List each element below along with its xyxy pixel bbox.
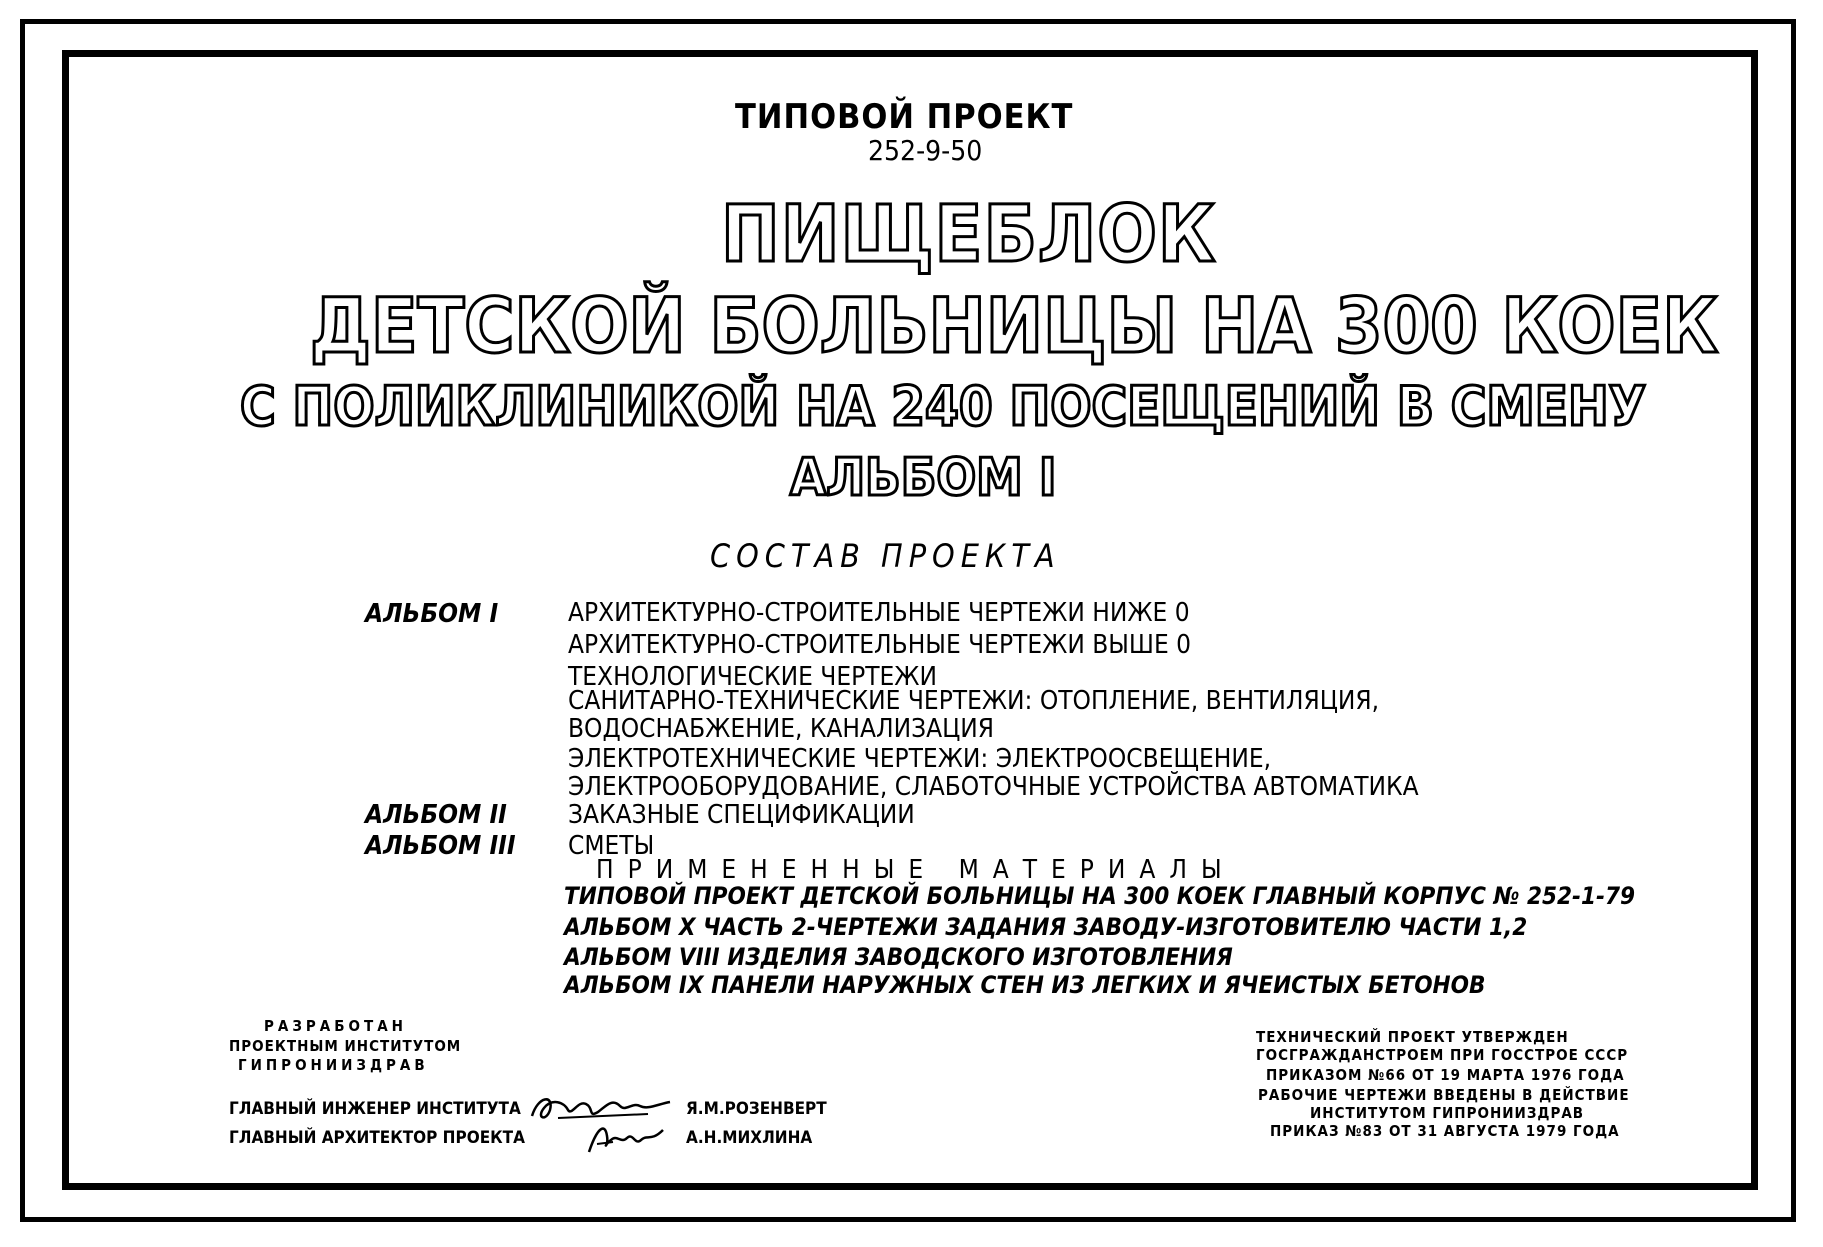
signature-role-1: ГЛАВНЫЙ ИНЖЕНЕР ИНСТИТУТА: [229, 1099, 521, 1119]
signature-name-1: Я.М.РОЗЕНВЕРТ: [686, 1099, 827, 1119]
album-3-label: АЛЬБОМ III: [365, 831, 516, 861]
approval-line-4: РАБОЧИЕ ЧЕРТЕЖИ ВВЕДЕНЫ В ДЕЙСТВИЕ: [1258, 1086, 1630, 1104]
handwritten-signature-2: [583, 1118, 668, 1158]
title-line-3: С ПОЛИКЛИНИКОЙ НА 240 ПОСЕЩЕНИЙ В СМЕНУ: [240, 375, 1647, 438]
album-1-line-1: АРХИТЕКТУРНО-СТРОИТЕЛЬНЫЕ ЧЕРТЕЖИ НИЖЕ 0: [568, 598, 1190, 628]
approval-line-2: ГОСГРАЖДАНСТРОЕМ ПРИ ГОССТРОЕ СССР: [1256, 1046, 1629, 1064]
album-1-line-5: ВОДОСНАБЖЕНИЕ, КАНАЛИЗАЦИЯ: [568, 714, 995, 744]
approval-line-6: ПРИКАЗ №83 ОТ 31 АВГУСТА 1979 ГОДА: [1270, 1122, 1620, 1140]
project-type-label: ТИПОВОЙ ПРОЕКТ: [735, 97, 1074, 137]
developer-line-3: ГИПРОНИИЗДРАВ: [238, 1056, 429, 1074]
album-2-line-1: ЗАКАЗНЫЕ СПЕЦИФИКАЦИИ: [568, 800, 915, 830]
approval-line-1: ТЕХНИЧЕСКИЙ ПРОЕКТ УТВЕРЖДЕН: [1256, 1028, 1569, 1046]
album-1-line-4: САНИТАРНО-ТЕХНИЧЕСКИЕ ЧЕРТЕЖИ: ОТОПЛЕНИЕ, ВЕНТИЛЯЦИЯ,: [568, 686, 1380, 716]
title-line-2: ДЕТСКОЙ БОЛЬНИЦЫ НА 300 КОЕК: [310, 281, 1719, 370]
album-1-line-2: АРХИТЕКТУРНО-СТРОИТЕЛЬНЫЕ ЧЕРТЕЖИ ВЫШЕ 0: [568, 630, 1192, 660]
album-1-line-6: ЭЛЕКТРОТЕХНИЧЕСКИЕ ЧЕРТЕЖИ: ЭЛЕКТРООСВЕЩЕНИЕ,: [568, 744, 1272, 774]
developer-line-2: ПРОЕКТНЫМ ИНСТИТУТОМ: [229, 1037, 462, 1055]
approval-line-3: ПРИКАЗОМ №66 ОТ 19 МАРТА 1976 ГОДА: [1266, 1066, 1625, 1084]
project-number: 252-9-50: [868, 134, 983, 167]
title-line-1: ПИЩЕБЛОК: [721, 190, 1217, 280]
signature-name-2: А.Н.МИХЛИНА: [686, 1128, 813, 1148]
developer-line-1: РАЗРАБОТАН: [264, 1017, 407, 1035]
signature-role-2: ГЛАВНЫЙ АРХИТЕКТОР ПРОЕКТА: [229, 1128, 525, 1148]
album-2-label: АЛЬБОМ II: [365, 800, 507, 830]
album-3-line-1: СМЕТЫ: [568, 831, 655, 861]
title-line-4: АЛЬБОМ I: [790, 448, 1057, 508]
album-1-label: АЛЬБОМ I: [365, 599, 499, 629]
approval-line-5: ИНСТИТУТОМ ГИПРОНИИЗДРАВ: [1310, 1104, 1585, 1122]
applied-line-1: ТИПОВОЙ ПРОЕКТ ДЕТСКОЙ БОЛЬНИЦЫ НА 300 КОЕК ГЛАВНЫЙ КОРПУС № 252-1-79: [564, 882, 1636, 910]
composition-heading: СОСТАВ ПРОЕКТА: [710, 537, 1061, 575]
album-1-line-3: ТЕХНОЛОГИЧЕСКИЕ ЧЕРТЕЖИ: [568, 662, 937, 692]
applied-heading: ПРИМЕНЕННЫЕ МАТЕРИАЛЫ: [596, 855, 1236, 885]
applied-line-4: АЛЬБОМ IX ПАНЕЛИ НАРУЖНЫХ СТЕН ИЗ ЛЕГКИХ И ЯЧЕИСТЫХ БЕТОНОВ: [564, 971, 1486, 999]
applied-line-3: АЛЬБОМ VIII ИЗДЕЛИЯ ЗАВОДСКОГО ИЗГОТОВЛЕНИЯ: [564, 943, 1233, 971]
album-1-line-7: ЭЛЕКТРООБОРУДОВАНИЕ, СЛАБОТОЧНЫЕ УСТРОЙСТВА АВТОМАТИКА: [568, 772, 1419, 802]
applied-line-2: АЛЬБОМ X ЧАСТЬ 2-ЧЕРТЕЖИ ЗАДАНИЯ ЗАВОДУ-ИЗГОТОВИТЕЛЮ ЧАСТИ 1,2: [564, 913, 1528, 941]
